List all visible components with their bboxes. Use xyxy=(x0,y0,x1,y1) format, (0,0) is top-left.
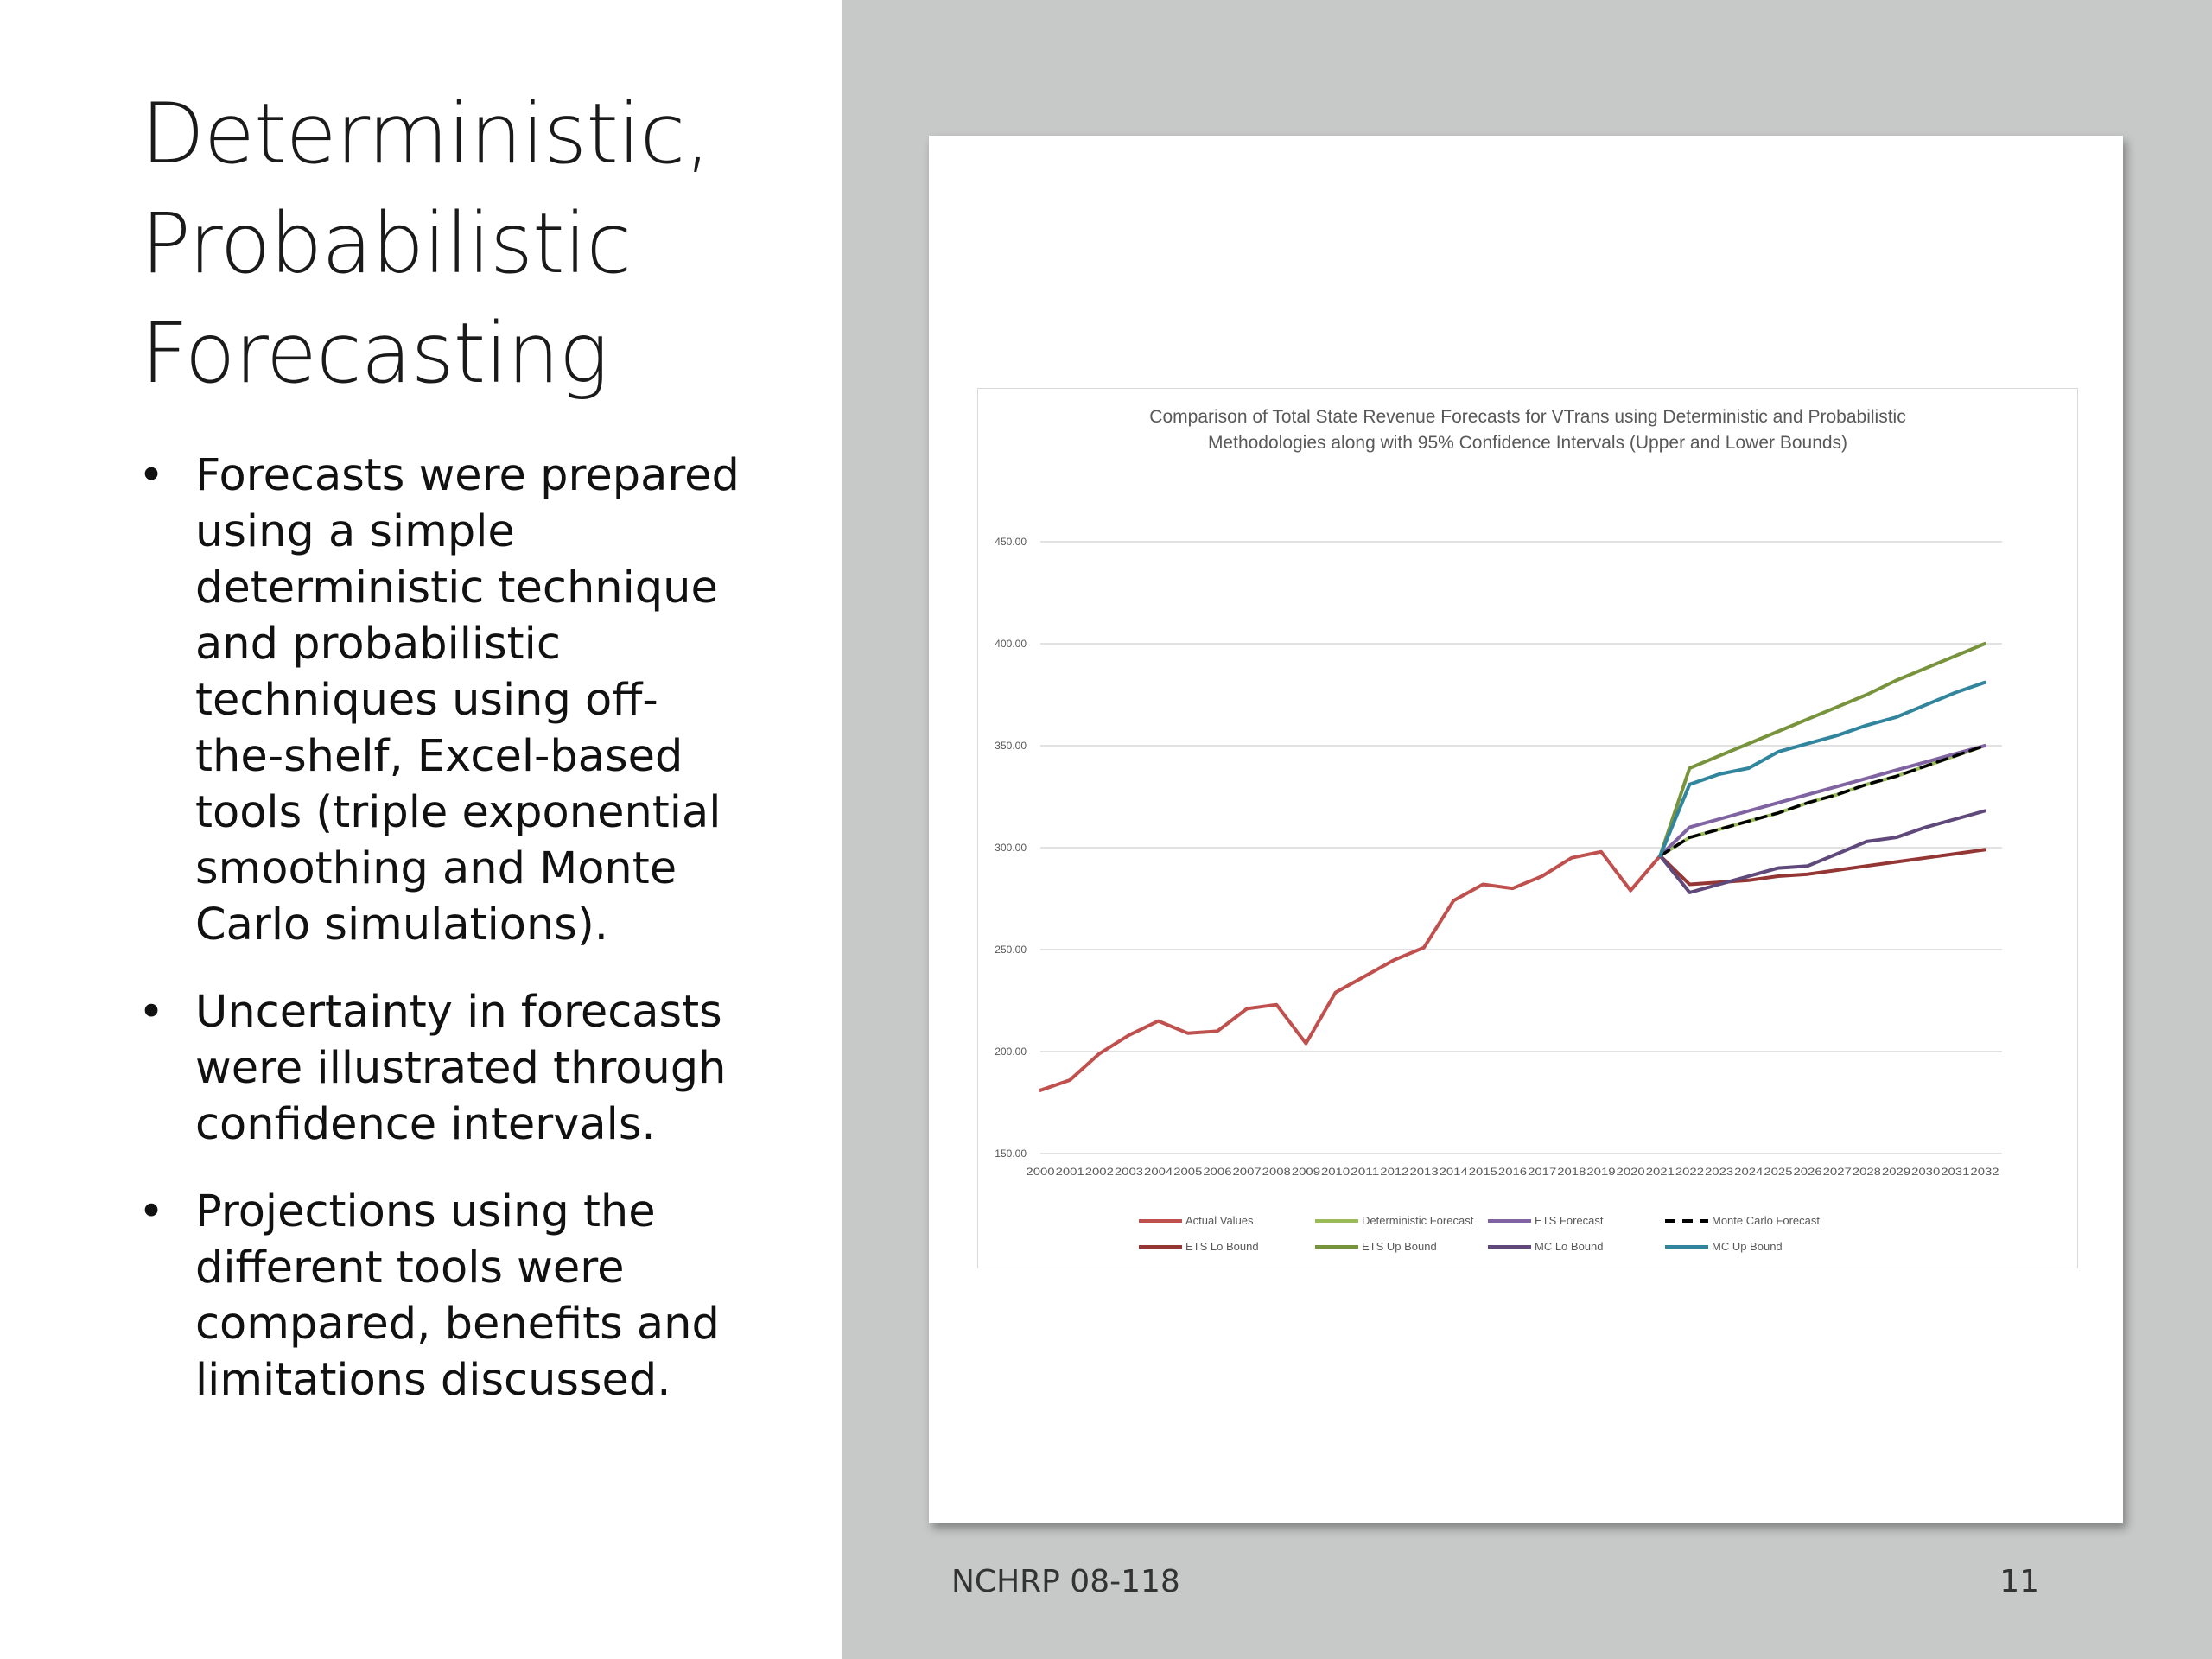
y-tick-label: 200.00 xyxy=(995,1046,1027,1058)
y-tick-label: 450.00 xyxy=(995,536,1027,548)
y-tick-label: 250.00 xyxy=(995,944,1027,956)
legend-label: ETS Lo Bound xyxy=(1185,1240,1259,1253)
x-tick-label: 2005 xyxy=(1173,1166,1203,1178)
slide-title-line: Deterministic, xyxy=(141,86,710,182)
x-tick-label: 2013 xyxy=(1409,1166,1440,1178)
slide-title xyxy=(141,79,815,409)
x-tick-label: 2014 xyxy=(1439,1166,1469,1178)
x-tick-label: 2016 xyxy=(1497,1166,1528,1178)
x-tick-label: 2007 xyxy=(1232,1166,1262,1178)
bullet-item xyxy=(138,984,743,1153)
x-tick-label: 2003 xyxy=(1114,1166,1144,1178)
series-line-ets-lo-bound xyxy=(1660,849,1985,884)
series-line-mc-up-bound xyxy=(1660,683,1985,856)
legend-label: MC Lo Bound xyxy=(1535,1240,1604,1253)
line-chart xyxy=(978,389,2077,1268)
footer-label: NCHRP 08-118 xyxy=(951,1564,1180,1599)
x-tick-label: 2023 xyxy=(1705,1166,1734,1178)
bullet-dot-icon: • xyxy=(138,1186,165,1237)
chart-title-line: Comparison of Total State Revenue Forecasts for VTrans using Deterministic and Probabilistic xyxy=(1149,407,1906,427)
bullet-item xyxy=(138,1184,743,1408)
x-tick-label: 2008 xyxy=(1262,1166,1292,1178)
x-tick-label: 2021 xyxy=(1645,1166,1675,1178)
series-line-monte-carlo-forecast xyxy=(1660,746,1985,855)
x-tick-label: 2017 xyxy=(1528,1166,1557,1178)
bullet-dot-icon: • xyxy=(138,987,165,1038)
x-tick-label: 2004 xyxy=(1144,1166,1173,1178)
bullet-text: Uncertainty in forecasts were illustrated through confidence intervals. xyxy=(195,987,727,1150)
slide-title-line: Probabilistic xyxy=(141,195,632,292)
slide-title-line: Forecasting xyxy=(141,305,608,402)
x-tick-label: 2020 xyxy=(1616,1166,1646,1178)
x-tick-label: 2010 xyxy=(1320,1166,1351,1178)
y-tick-label: 300.00 xyxy=(995,842,1027,854)
x-tick-label: 2030 xyxy=(1911,1166,1941,1178)
x-tick-label: 2012 xyxy=(1380,1166,1409,1178)
x-tick-label: 2029 xyxy=(1881,1166,1911,1178)
legend-label: ETS Forecast xyxy=(1535,1214,1604,1227)
page-number: 11 xyxy=(1999,1564,2039,1599)
x-tick-label: 2027 xyxy=(1822,1166,1853,1178)
x-tick-label: 2018 xyxy=(1557,1166,1586,1178)
chart-area xyxy=(977,388,2078,1268)
x-tick-label: 2019 xyxy=(1586,1166,1616,1178)
bullet-text: Forecasts were prepared using a simple deterministic technique and probabilistic techniques using off-the-shelf, Excel-based tools (triple exponential smoothing and Monte Carlo simulations). xyxy=(195,450,740,950)
x-tick-label: 2000 xyxy=(1026,1166,1055,1178)
x-tick-label: 2011 xyxy=(1351,1166,1380,1178)
chart-card xyxy=(929,136,2123,1523)
x-tick-label: 2026 xyxy=(1793,1166,1823,1178)
legend-label: Monte Carlo Forecast xyxy=(1712,1214,1820,1227)
x-tick-label: 2001 xyxy=(1055,1166,1085,1178)
x-tick-label: 2015 xyxy=(1468,1166,1498,1178)
y-tick-label: 150.00 xyxy=(995,1147,1027,1160)
legend-label: Deterministic Forecast xyxy=(1362,1214,1474,1227)
bullet-dot-icon: • xyxy=(138,450,165,501)
legend-label: Actual Values xyxy=(1185,1214,1254,1227)
x-tick-label: 2031 xyxy=(1941,1166,1970,1178)
x-tick-label: 2002 xyxy=(1084,1166,1115,1178)
x-tick-label: 2006 xyxy=(1203,1166,1232,1178)
legend-label: ETS Up Bound xyxy=(1362,1240,1437,1253)
x-tick-label: 2028 xyxy=(1852,1166,1882,1178)
y-tick-label: 350.00 xyxy=(995,740,1027,752)
text-panel xyxy=(0,0,842,1659)
x-tick-label: 2032 xyxy=(1970,1166,1999,1178)
x-tick-label: 2022 xyxy=(1675,1166,1705,1178)
chart-title-line: Methodologies along with 95% Confidence Intervals (Upper and Lower Bounds) xyxy=(1207,433,1848,453)
series-line-actual-values xyxy=(1040,852,1660,1090)
y-tick-label: 400.00 xyxy=(995,638,1027,650)
bullet-item xyxy=(138,448,743,953)
x-tick-label: 2024 xyxy=(1734,1166,1764,1178)
legend-label: MC Up Bound xyxy=(1712,1240,1783,1253)
x-tick-label: 2025 xyxy=(1764,1166,1793,1178)
bullet-text: Projections using the different tools were compared, benefits and limitations discussed. xyxy=(195,1186,720,1406)
bullet-list xyxy=(138,448,743,1440)
x-tick-label: 2009 xyxy=(1291,1166,1321,1178)
